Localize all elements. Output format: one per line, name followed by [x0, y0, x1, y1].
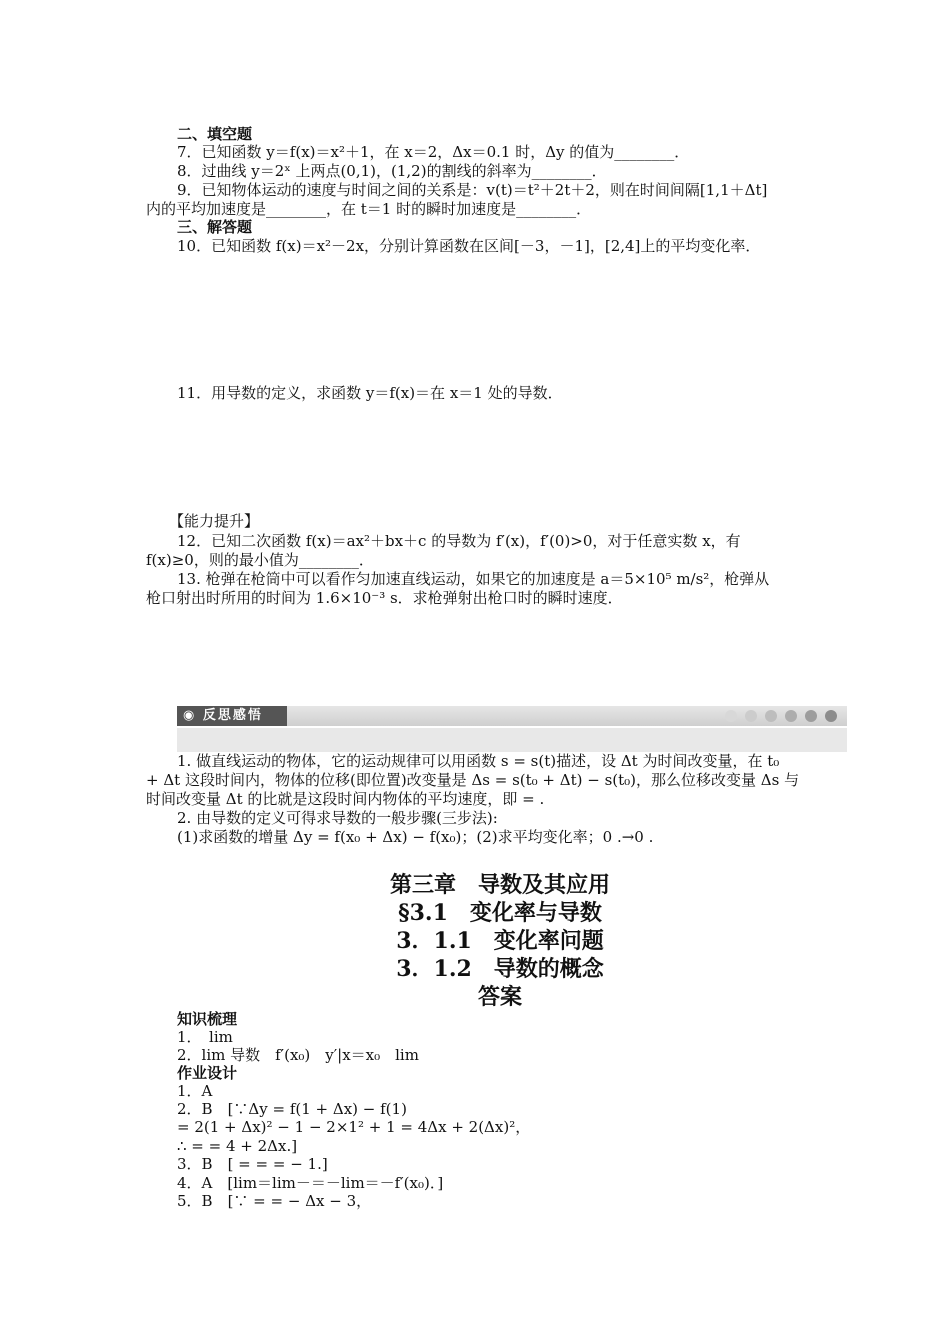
- section-title: §3.1 变化率与导数: [398, 900, 602, 926]
- question-13-line-2: 枪口射出时所用的时间为 1.6×10⁻³ s．求枪弹射出枪口时的瞬时速度．: [146, 589, 623, 607]
- question-12-line-1: 12．已知二次函数 f(x)＝ax²＋bx＋c 的导数为 f′(x)，f′(0)>0，对于任意实数 x，有: [177, 532, 741, 550]
- banner-dot: [745, 710, 757, 722]
- question-13-line-1: 13. 枪弹在枪筒中可以看作匀加速直线运动，如果它的加速度是 a＝5×10⁵ m/s²，枪弹从: [177, 570, 770, 588]
- knowledge-summary-title: 知识梳理: [177, 1010, 238, 1028]
- question-10: 10．已知函数 f(x)＝x²－2x，分别计算函数在区间[－3，－1]，[2,4]上的平均变化率．: [177, 237, 761, 255]
- reflection-point-2-line-2: (1)求函数的增量 Δy = f(x₀ + Δx) − f(x₀)；(2)求平均变化率；0 .→0 .: [177, 828, 654, 846]
- banner-dot: [765, 710, 777, 722]
- answers-title: 答案: [477, 984, 522, 1010]
- section-fill-in-title: 二、填空题: [177, 125, 253, 143]
- banner-dot: [785, 710, 797, 722]
- reflection-point-1-line-2: + Δt 这段时间内，物体的位移(即位置)改变量是 Δs = s(t₀ + Δt) − s(t₀)，那么位移改变量 Δs 与: [146, 771, 800, 789]
- section-ability-title: 【能力提升】: [169, 512, 260, 530]
- knowledge-item-2: 2．lim 导数 f′(x₀) y′|x＝x₀ lim: [177, 1046, 419, 1064]
- answer-2-line-3: ∴ = = 4 + 2Δx.]: [177, 1137, 298, 1155]
- reflection-point-1-line-3: 时间改变量 Δt 的比就是这段时间内物体的平均速度，即 = .: [146, 790, 545, 808]
- chapter-title: 第三章 导数及其应用: [389, 872, 610, 898]
- answer-1: 1．A: [177, 1082, 213, 1100]
- banner-dot: [825, 710, 837, 722]
- answer-3: 3．B [ = = = − 1.]: [177, 1155, 328, 1173]
- reflection-banner: [177, 706, 847, 752]
- subsection-title-2: 3．1.2 导数的概念: [396, 956, 604, 982]
- banner-body-bar: [177, 728, 847, 752]
- answer-5: 5．B [∵ = = − Δx − 3，: [177, 1192, 372, 1210]
- question-9-line-2: 内的平均加速度是________，在 t＝1 时的瞬时加速度是________．: [146, 200, 592, 218]
- banner-dots: [725, 710, 837, 722]
- answer-4: 4．A [lim＝lim－＝－lim＝－f′(x₀)．]: [177, 1174, 444, 1192]
- answer-2-line-2: = 2(1 + Δx)² − 1 − 2×1² + 1 = 4Δx + 2(Δx)²，: [177, 1118, 531, 1136]
- question-12-line-2: f(x)≥0，则的最小值为________．: [146, 551, 374, 569]
- reflection-point-1-line-1: 1. 做直线运动的物体，它的运动规律可以用函数 s = s(t)描述，设 Δt 为时间改变量，在 t₀: [177, 752, 780, 770]
- banner-dot: [805, 710, 817, 722]
- section-solve-title: 三、解答题: [177, 218, 253, 236]
- question-9-line-1: 9．已知物体运动的速度与时间之间的关系是：v(t)＝t²＋2t＋2，则在时间间隔[1,1＋Δt]: [177, 181, 768, 199]
- reflection-point-2-line-1: 2. 由导数的定义可得求导数的一般步骤(三步法):: [177, 809, 498, 827]
- question-8: 8．过曲线 y＝2ˣ 上两点(0,1)，(1,2)的割线的斜率为________．: [177, 162, 607, 180]
- knowledge-item-1: 1． lim: [177, 1028, 233, 1046]
- answer-2-line-1: 2．B [∵Δy = f(1 + Δx) − f(1): [177, 1100, 407, 1118]
- question-7: 7．已知函数 y＝f(x)＝x²＋1，在 x＝2，Δx＝0.1 时，Δy 的值为________．: [177, 143, 690, 161]
- question-11: 11．用导数的定义，求函数 y＝f(x)＝在 x＝1 处的导数．: [177, 384, 563, 402]
- banner-dot: [725, 710, 737, 722]
- subsection-title-1: 3．1.1 变化率问题: [396, 928, 604, 954]
- banner-label: ◉ 反思感悟: [177, 706, 287, 726]
- homework-title: 作业设计: [177, 1064, 238, 1082]
